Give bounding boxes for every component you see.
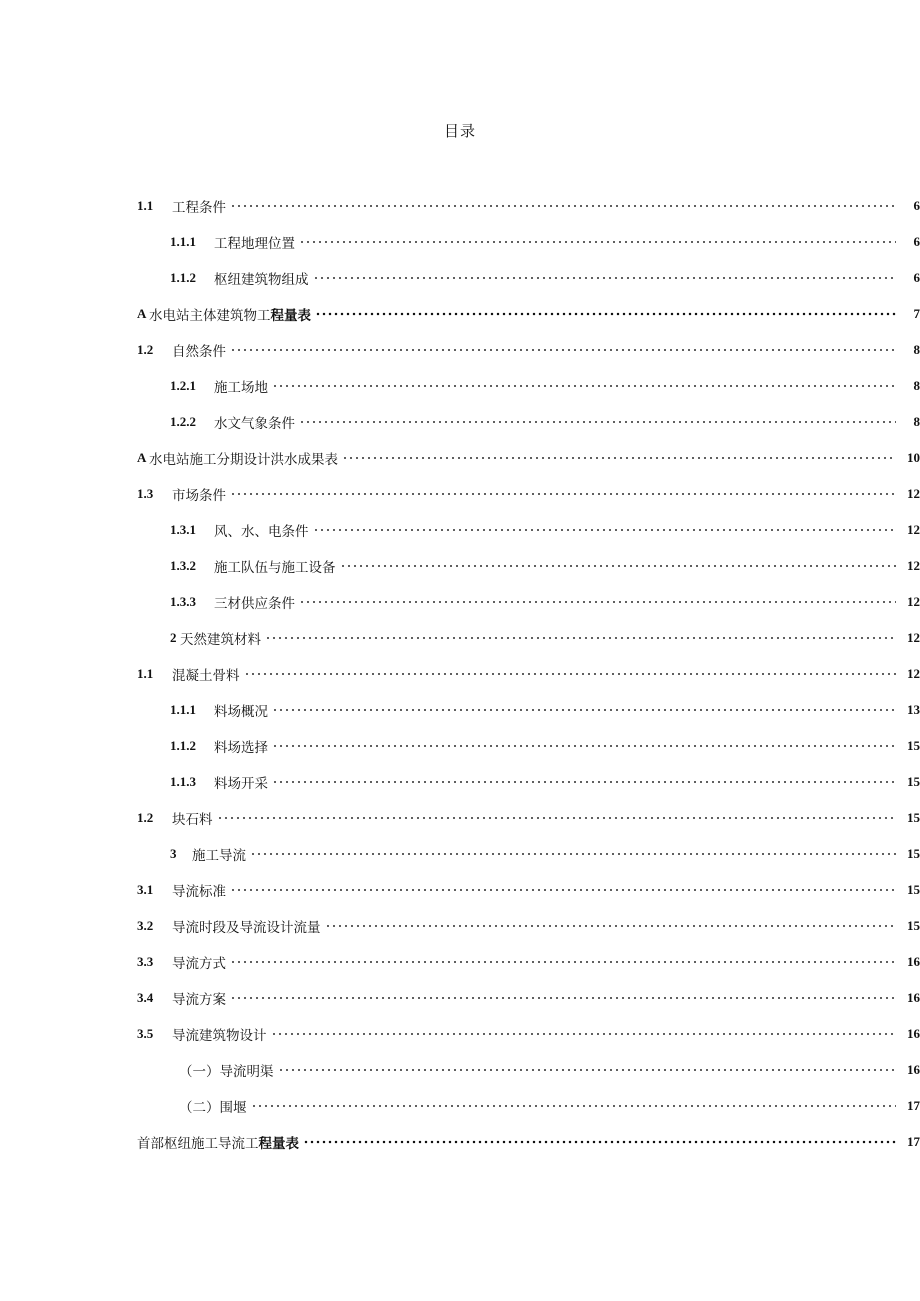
toc-label: 工程地理位置 [214, 236, 295, 252]
toc-number: 3.3 [137, 954, 154, 969]
dot-leader [251, 1100, 897, 1112]
toc-label: 导流标准 [172, 884, 226, 900]
toc-number: 1.3.3 [170, 594, 196, 609]
dot-leader [272, 380, 896, 392]
toc-entry[interactable] [0, 880, 920, 900]
toc-entry[interactable] [0, 808, 920, 828]
toc-label: 工程条件 [172, 200, 226, 216]
toc-page-number: 8 [913, 414, 920, 429]
dot-leader [250, 848, 896, 860]
dot-leader [244, 668, 897, 680]
toc-page-number: 15 [907, 846, 920, 861]
toc-label-bold: 程量表 [258, 1136, 299, 1152]
toc-label: 施工场地 [214, 380, 268, 396]
toc-label: 混凝土骨料 [172, 668, 240, 684]
dot-leader [230, 884, 896, 896]
toc-label: 料场概况 [214, 704, 268, 720]
dot-leader [313, 272, 897, 284]
toc-page-number: 17 [907, 1098, 920, 1113]
toc-entry[interactable] [0, 556, 920, 576]
dot-leader [217, 812, 897, 824]
toc-label: 水文气象条件 [214, 416, 295, 432]
toc-page-number: 15 [907, 882, 920, 897]
page-title: 目录 [443, 122, 476, 140]
toc-entry[interactable] [0, 664, 920, 684]
toc-entry[interactable] [0, 952, 920, 972]
dot-leader [340, 560, 897, 572]
toc-entry[interactable] [0, 772, 920, 792]
toc-entry[interactable] [0, 628, 920, 648]
toc-page-number: 12 [907, 486, 920, 501]
toc-page-number: 16 [907, 1026, 920, 1041]
toc-number: 1.2 [137, 342, 154, 357]
toc-entry[interactable] [0, 1024, 920, 1044]
toc-label: 三材供应条件 [214, 596, 295, 612]
toc-number: 1.2.1 [170, 378, 196, 393]
toc-number: 1.1.2 [170, 270, 196, 285]
toc-entry[interactable] [0, 196, 920, 216]
dot-leader [299, 416, 896, 428]
dot-leader [230, 956, 896, 968]
toc-label: 市场条件 [172, 488, 226, 504]
toc-page-number: 17 [907, 1134, 920, 1149]
toc-page-number: 15 [907, 738, 920, 753]
toc-page-number: 12 [907, 630, 920, 645]
toc-page-number: 15 [907, 774, 920, 789]
toc-label: 导流方式 [172, 956, 226, 972]
dot-leader [230, 992, 896, 1004]
toc-page-number: 12 [907, 666, 920, 681]
toc-page-number: 12 [907, 522, 920, 537]
toc-entry[interactable] [0, 232, 920, 252]
toc-page-number: 6 [913, 198, 920, 213]
toc-label: 风、水、电条件 [214, 524, 309, 540]
dot-leader [230, 200, 896, 212]
toc-number: 1.3 [137, 486, 154, 501]
toc-entry[interactable] [0, 1096, 920, 1116]
toc-number: 3 [170, 846, 177, 861]
toc-label: 块石料 [172, 812, 213, 828]
toc-number: 3.4 [137, 990, 154, 1005]
toc-page-number: 12 [907, 594, 920, 609]
toc-entry[interactable] [0, 844, 920, 864]
toc-label: 导流建筑物设计 [172, 1028, 267, 1044]
toc-entry[interactable] [0, 340, 920, 360]
toc-page-number: 15 [907, 918, 920, 933]
toc-label: 导流方案 [172, 992, 226, 1008]
toc-entry[interactable] [0, 268, 920, 288]
toc-page-number: 12 [907, 558, 920, 573]
toc-page-number: 13 [907, 702, 920, 717]
dot-leader [299, 236, 896, 248]
dot-leader [272, 704, 896, 716]
toc-page-number: 8 [913, 342, 920, 357]
dot-leader [299, 596, 896, 608]
toc-label: 首部枢纽施工导流工 [137, 1136, 259, 1152]
toc-page-number: 8 [913, 378, 920, 393]
toc-number: A [137, 450, 147, 465]
toc-label: 料场选择 [214, 740, 268, 756]
toc-label: 导流时段及导流设计流量 [172, 920, 321, 936]
toc-label: 天然建筑材料 [180, 632, 261, 648]
toc-number: 1.3.1 [170, 522, 196, 537]
toc-number: 3.1 [137, 882, 154, 897]
toc-number: 1.2.2 [170, 414, 196, 429]
dot-leader [272, 740, 896, 752]
toc-entry[interactable] [0, 700, 920, 720]
dot-leader [272, 776, 896, 788]
toc-label: 施工导流 [192, 848, 246, 864]
toc-page-number: 7 [913, 306, 920, 321]
dot-leader [313, 524, 897, 536]
toc-entry[interactable] [0, 736, 920, 756]
dot-leader [315, 308, 896, 320]
toc-label: 枢纽建筑物组成 [214, 272, 309, 288]
dot-leader [265, 632, 896, 644]
toc-entry[interactable] [0, 988, 920, 1008]
toc-page-number: 10 [907, 450, 920, 465]
toc-number: 1.1.3 [170, 774, 196, 789]
toc-entry[interactable] [0, 520, 920, 540]
toc-number: 2 [170, 630, 177, 645]
toc-label: 自然条件 [172, 344, 226, 360]
toc-number: 3.2 [137, 918, 154, 933]
toc-entry[interactable] [0, 916, 920, 936]
toc-page-number: 6 [913, 234, 920, 249]
toc-entry[interactable] [0, 412, 920, 432]
toc-number: 1.3.2 [170, 558, 196, 573]
toc-entry[interactable] [0, 448, 920, 468]
toc-label-bold: 程量表 [270, 308, 311, 324]
toc-label: （二）围堰 [179, 1100, 247, 1116]
toc-label: 施工队伍与施工设备 [214, 560, 336, 576]
toc-number: 1.1.1 [170, 702, 196, 717]
dot-leader [342, 452, 896, 464]
toc-page-number: 16 [907, 954, 920, 969]
toc-entry[interactable] [0, 592, 920, 612]
toc-number: 1.1.2 [170, 738, 196, 753]
toc-label: 料场开采 [214, 776, 268, 792]
dot-leader [278, 1064, 897, 1076]
toc-entry[interactable] [0, 304, 920, 324]
dot-leader [230, 488, 896, 500]
toc-page-number: 15 [907, 810, 920, 825]
toc-label: （一）导流明渠 [179, 1064, 274, 1080]
toc-entry[interactable] [0, 1060, 920, 1080]
dot-leader [325, 920, 897, 932]
toc-entry[interactable] [0, 484, 920, 504]
toc-number: 1.1 [137, 666, 154, 681]
toc-entry[interactable] [0, 376, 920, 396]
toc-page-number: 16 [907, 990, 920, 1005]
toc-page-number: 16 [907, 1062, 920, 1077]
toc-number: A [137, 306, 147, 321]
toc-entry[interactable] [0, 1132, 920, 1152]
toc-label: 水电站施工分期设计洪水成果表 [149, 452, 338, 468]
toc-number: 1.2 [137, 810, 154, 825]
dot-leader [271, 1028, 897, 1040]
dot-leader [303, 1136, 896, 1148]
toc-number: 1.1 [137, 198, 154, 213]
toc-page-number: 6 [913, 270, 920, 285]
dot-leader [230, 344, 896, 356]
toc-label: 水电站主体建筑物工 [149, 308, 271, 324]
toc-number: 1.1.1 [170, 234, 196, 249]
toc-number: 3.5 [137, 1026, 154, 1041]
